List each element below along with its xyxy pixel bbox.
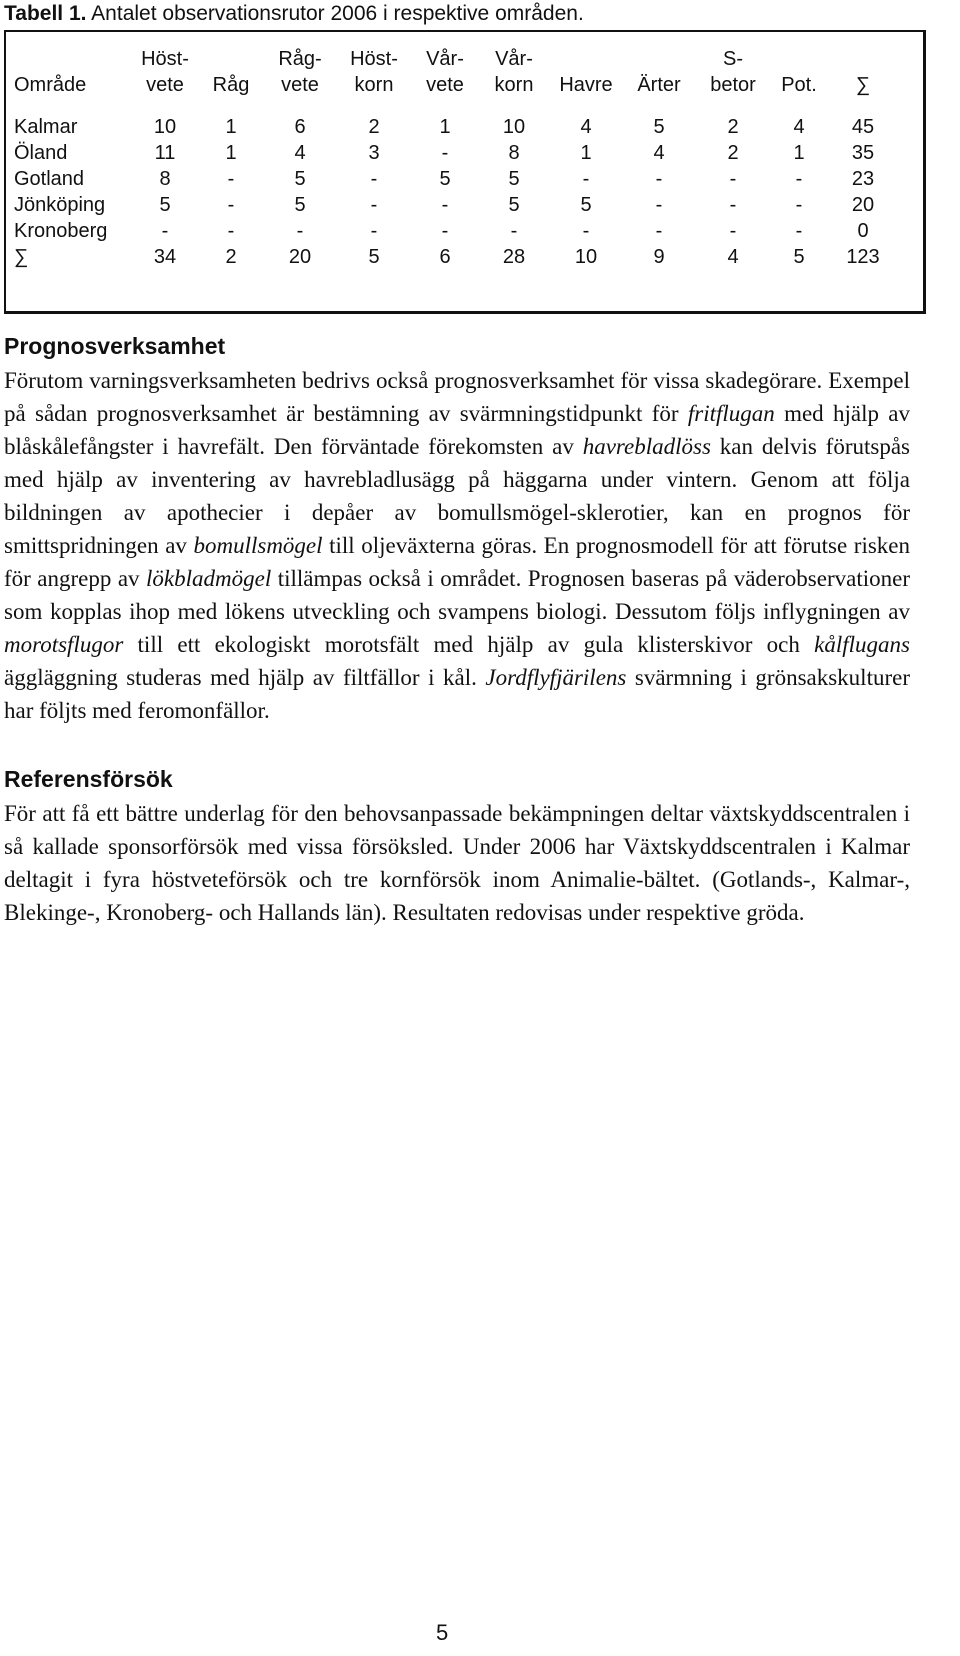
table-cell: 45 [851,116,875,138]
header-cell [770,46,828,72]
table-cell: - [655,168,663,190]
table-cell: - [370,168,378,190]
text-run: tillämpas också i området. Prognosen baseras på väderobservationer som kopplas ihop med lökens utveckling och svampens biologi. Dessutom följs inflygningen av [4,566,910,624]
table-cell: 5 [508,168,520,190]
table-cell: ∑ [14,246,29,268]
table-cell: - [655,220,663,242]
table-cell: 1 [225,116,237,138]
header-cell: vete [426,74,464,96]
text-run: Förutom varningsverksamheten bedrivs också prognosverksamhet för vissa skadegörare. Exempel på sådan prognosverksamhet är bestämning av svärmningstidpunkt för [4,368,910,426]
table-caption-label: Tabell 1. [4,2,87,25]
header-cell: Råg [212,74,250,96]
table-cell: 5 [653,116,665,138]
text-run: svärmning i grönsakskulturer har följts med feromonfällor. [4,665,910,723]
observation-table-box [4,30,926,314]
header-cell: Vår- [495,48,533,70]
table-cell: 2 [727,116,739,138]
table-cell: 5 [439,168,451,190]
table-cell: - [227,220,235,242]
table-cell: - [370,220,378,242]
species-name: morotsflugor [4,632,124,657]
table-cell: 1 [439,116,451,138]
text-run: äggläggning studeras med hjälp av filtfällor i kål. [4,665,486,690]
section-heading-referens: Referensförsök [4,766,173,792]
table-caption-text: Antalet observationsrutor 2006 i respektive områden. [91,2,584,25]
table-cell: 20 [851,194,875,216]
table-cell: 10 [574,246,598,268]
table-cell: 2 [727,142,739,164]
species-name: havrebladlöss [582,434,711,459]
table-cell: 1 [793,142,805,164]
header-cell [198,46,264,72]
table-cell: 20 [288,246,312,268]
table-cell: 5 [294,194,306,216]
table-cell: 6 [294,116,306,138]
table-cell: 1 [225,142,237,164]
header-cell: Råg- [278,48,322,70]
species-name: bomullsmögel [193,533,323,558]
page-number: 5 [436,1620,449,1645]
table-cell: 10 [502,116,526,138]
header-cell: Pot. [781,74,817,96]
table-cell: Öland [14,142,68,164]
section-heading-prognos: Prognosverksamhet [4,333,226,359]
table-cell: - [582,168,590,190]
referens-paragraph: För att få ett bättre underlag för den behovsanpassade bekämpningen deltar växtskyddscentralen i så kallade sponsorförsök med vissa försöksled. Under 2006 har Växtskyddscentralen i Kalmar deltagit i fyra höstveteförsök och tre kornförsök inom Animalie-bältet. (Gotlands-, Kalmar-, Blekinge-, Kronoberg- och Hallands län). Resultaten redovisas under respektive gröda. [4,801,910,925]
table-cell: - [795,168,803,190]
table-header-row [14,72,898,98]
text-run: till ett ekologiskt morotsfält med hjälp av gula klisterskivor och [123,632,815,657]
table-cell: - [510,220,518,242]
table-row [14,192,898,218]
table-cell: 123 [846,246,880,268]
table-cell: 10 [153,116,177,138]
prognos-paragraph [4,364,910,727]
species-name: lökbladmögel [146,566,272,591]
table-cell: 4 [580,116,592,138]
table-cell: 5 [580,194,592,216]
header-cell: Område [14,74,87,96]
table-cell: 5 [793,246,805,268]
table-cell: - [227,194,235,216]
header-cell [828,46,898,72]
table-cell: 28 [502,246,526,268]
table-cell: 4 [727,246,739,268]
species-name: kålflugans [814,632,910,657]
header-cell: Havre [559,74,613,96]
table-cell: - [729,194,737,216]
observation-table [14,46,898,270]
table-cell: 6 [439,246,451,268]
text-run: kan delvis förutspås med hjälp av inventering av havrebladlusägg på häggarna under vintern. Genom att följa bildningen av apothecier i depåer av bomullsmögel-sklerotier, kan en prognos för smittspridningen av [4,434,910,558]
table-cell: 1 [580,142,592,164]
header-cell [622,46,696,72]
table-cell: - [370,194,378,216]
table-cell: 2 [225,246,237,268]
header-cell: Vår- [426,48,464,70]
table-cell: - [729,168,737,190]
table-header-row-top [14,46,898,72]
table-cell: 0 [857,220,869,242]
header-cell: Ärter [637,74,681,96]
table-cell: 5 [508,194,520,216]
header-cell: vete [146,74,184,96]
table-cell: - [655,194,663,216]
header-cell: vete [281,74,319,96]
table-cell: - [582,220,590,242]
species-name: fritflugan [687,401,775,426]
table-cell: 23 [851,168,875,190]
table-cell: 11 [154,142,176,164]
text-run: med hjälp av blåskålefångster i havrefält. Den förväntade förekomsten av [4,401,910,459]
table-cell: Jönköping [14,194,106,216]
table-cell: - [441,142,449,164]
header-cell: Höst- [350,48,398,70]
table-cell: 8 [159,168,171,190]
table-caption [4,2,584,26]
table-cell: - [441,220,449,242]
table-cell: - [441,194,449,216]
table-cell: 5 [159,194,171,216]
header-cell: korn [494,74,534,96]
table-cell: 4 [653,142,665,164]
header-cell: korn [354,74,394,96]
table-row [14,114,898,140]
table-cell: Kalmar [14,116,78,138]
table-cell: 5 [368,246,380,268]
table-row [14,218,898,244]
table-cell: - [795,194,803,216]
table-row [14,166,898,192]
table-cell: 4 [793,116,805,138]
text-run: till oljeväxterna göras. En prognosmodell för att förutse risken för angrepp av [4,533,910,591]
table-cell: 34 [153,246,177,268]
header-cell [14,46,132,72]
table-row [14,140,898,166]
header-cell [550,46,622,72]
header-cell: betor [710,74,756,96]
table-cell: 9 [653,246,665,268]
table-cell: Gotland [14,168,85,190]
header-cell: S- [723,48,743,70]
table-cell: - [161,220,169,242]
table-cell: Kronoberg [14,220,108,242]
table-cell: 3 [368,142,380,164]
header-cell: ∑ [855,74,871,96]
table-cell: 2 [368,116,380,138]
table-cell: - [795,220,803,242]
table-cell: 8 [508,142,520,164]
table-cell: - [227,168,235,190]
table-cell: - [729,220,737,242]
table-cell: - [296,220,304,242]
header-cell: Höst- [141,48,189,70]
table-cell: 5 [294,168,306,190]
table-cell: 35 [851,142,875,164]
table-cell: 4 [294,142,306,164]
species-name: Jordflyfjärilens [485,665,627,690]
table-total-row [14,244,898,270]
